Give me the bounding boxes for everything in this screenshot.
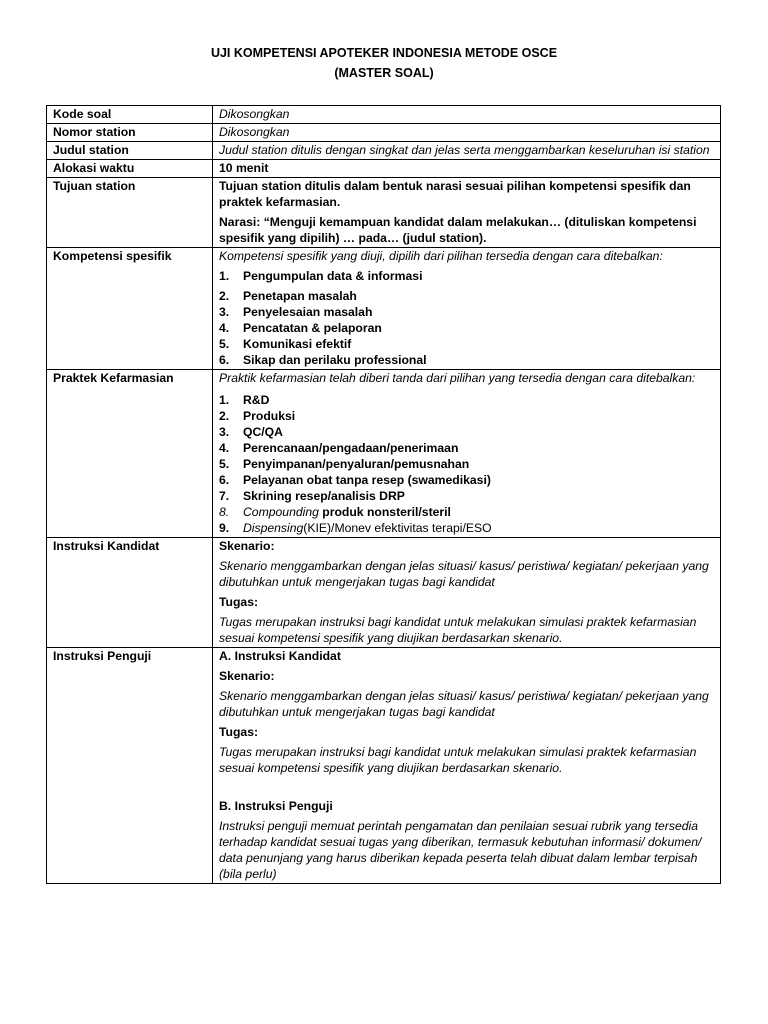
tujuan-station-cell [213, 178, 721, 248]
instruksi-penguji-cell [213, 648, 721, 884]
skenario-text: Skenario menggambarkan dengan jelas situasi/ kasus/ peristiwa/ kegiatan/ pekerjaan yang dibutuhkan untuk mengerjakan tugas bagi kandidat [219, 559, 709, 589]
tugas-heading: Tugas: [219, 595, 259, 609]
tugas-heading: Tugas: [219, 725, 259, 739]
nomor-station-value: Dikosongkan [213, 124, 721, 142]
list-item: 1. Pengumpulan data & informasi [219, 269, 423, 283]
table-row [47, 648, 721, 884]
table-row [47, 142, 721, 160]
list-item: 2. Produksi [219, 409, 296, 423]
list-item: 2. Penetapan masalah [219, 289, 357, 303]
row-label-kode-soal: Kode soal [47, 106, 213, 124]
table-row [47, 248, 721, 370]
row-label-praktek-kefarmasian: Praktek Kefarmasian [47, 370, 213, 538]
row-label-alokasi-waktu: Alokasi waktu [47, 160, 213, 178]
skenario-text: Skenario menggambarkan dengan jelas situasi/ kasus/ peristiwa/ kegiatan/ pekerjaan yang dibutuhkan untuk mengerjakan tugas bagi kandidat [219, 689, 709, 719]
penguji-text: Instruksi penguji memuat perintah pengamatan dan penilaian sesuai rubrik yang tersedia terhadap kandidat sesuai tugas yang diberikan, termasuk kebutuhan informasi/ dokumen/ data penunjang yang harus diberikan kepada peserta telah dibuat dalam lembar terpisah (bila perlu) [219, 819, 702, 881]
document-subtitle: (MASTER SOAL) [334, 66, 434, 80]
row-label-nomor-station: Nomor station [47, 124, 213, 142]
tugas-text: Tugas merupakan instruksi bagi kandidat untuk melakukan simulasi praktek kefarmasian sesuai kompetensi spesifik yang diujikan berdasarkan skenario. [219, 615, 697, 645]
list-item: 8. Compounding produk nonsteril/steril [219, 505, 451, 519]
skenario-heading: Skenario: [219, 539, 275, 553]
kompetensi-intro: Kompetensi spesifik yang diuji, dipilih dari pilihan tersedia dengan cara ditebalkan: [219, 249, 663, 263]
tujuan-station-text: Tujuan station ditulis dalam bentuk narasi sesuai pilihan kompetensi spesifik dan praktek kefarmasian. [219, 179, 691, 209]
list-item: 4. Pencatatan & pelaporan [219, 321, 382, 335]
instruksi-kandidat-cell [213, 538, 721, 648]
list-item: 7. Skrining resep/analisis DRP [219, 489, 405, 503]
praktek-kefarmasian-cell [213, 370, 721, 538]
row-label-instruksi-kandidat: Instruksi Kandidat [47, 538, 213, 648]
tugas-text: Tugas merupakan instruksi bagi kandidat untuk melakukan simulasi praktek kefarmasian sesuai kompetensi spesifik yang diujikan berdasarkan skenario. [219, 745, 697, 775]
list-item: 3. Penyelesaian masalah [219, 305, 373, 319]
praktek-list [219, 392, 715, 536]
tujuan-station-narasi: Narasi: “Menguji kemampuan kandidat dalam melakukan… (dituliskan kompetensi spesifik yang dipilih) … pada… (judul station). [219, 215, 697, 245]
list-item: 5. Komunikasi efektif [219, 337, 352, 351]
table-row [47, 124, 721, 142]
row-label-judul-station: Judul station [47, 142, 213, 160]
row-label-kompetensi-spesifik: Kompetensi spesifik [47, 248, 213, 370]
list-item: 4. Perencanaan/pengadaan/penerimaan [219, 441, 459, 455]
list-item: 9. Dispensing(KIE)/Monev efektivitas terapi/ESO [219, 521, 492, 535]
table-row [47, 538, 721, 648]
list-item: 5. Penyimpanan/penyaluran/pemusnahan [219, 457, 470, 471]
section-a-heading: A. Instruksi Kandidat [219, 649, 341, 663]
table-row [47, 370, 721, 538]
kompetensi-spesifik-cell [213, 248, 721, 370]
table-row [47, 106, 721, 124]
judul-station-value: Judul station ditulis dengan singkat dan jelas serta menggambarkan keseluruhan isi station [213, 142, 721, 160]
alokasi-waktu-value: 10 menit [213, 160, 721, 178]
document-title: UJI KOMPETENSI APOTEKER INDONESIA METODE OSCE [210, 46, 558, 60]
table-row [47, 178, 721, 248]
skenario-heading: Skenario: [219, 669, 275, 683]
praktek-intro: Praktik kefarmasian telah diberi tanda dari pilihan yang tersedia dengan cara ditebalkan: [219, 371, 696, 385]
list-item: 1. R&D [219, 393, 270, 407]
row-label-instruksi-penguji: Instruksi Penguji [47, 648, 213, 884]
list-item: 6. Sikap dan perilaku professional [219, 353, 427, 367]
master-soal-table [46, 105, 721, 884]
kompetensi-list [219, 268, 715, 368]
list-item: 6. Pelayanan obat tanpa resep (swamedikasi) [219, 473, 491, 487]
section-b-heading: B. Instruksi Penguji [219, 799, 333, 813]
list-item: 3. QC/QA [219, 425, 283, 439]
table-row [47, 160, 721, 178]
row-label-tujuan-station: Tujuan station [47, 178, 213, 248]
kode-soal-value: Dikosongkan [213, 106, 721, 124]
